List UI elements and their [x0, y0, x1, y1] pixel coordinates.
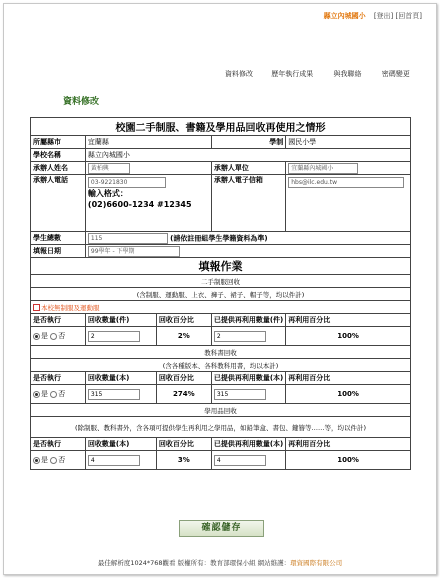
- uniform-reuse-pct: 100%: [286, 327, 411, 346]
- email-label: 承辦人電子信箱: [211, 175, 285, 232]
- nav-contact[interactable]: 與我聯絡: [333, 70, 362, 78]
- books-header-reuse-qty: 已提供再利用數量(本): [211, 372, 285, 385]
- email-input[interactable]: hbs@ilc.edu.tw: [288, 177, 404, 188]
- contact-unit-input[interactable]: 宜蘭縣內城國小: [288, 163, 358, 174]
- uniform-header-reuse-pct: 再利用百分比: [286, 314, 411, 327]
- uniform-header-exec: 是否執行: [31, 314, 86, 327]
- supplies-pct: 3%: [156, 451, 211, 470]
- books-pct: 274%: [156, 385, 211, 404]
- no-uniform-label: 本校無制服及運動服: [41, 303, 100, 312]
- save-button[interactable]: 確認儲存: [179, 520, 264, 537]
- books-no-label: 否: [58, 390, 66, 398]
- supplies-title: 學用品回收: [31, 404, 411, 417]
- uniform-subtitle: (含制服、運動服、上衣、褲子、裙子、帽子等，均以件計): [31, 288, 411, 301]
- books-yes-radio[interactable]: [33, 391, 40, 398]
- phone-hint-2: (02)6600-1234 #12345: [87, 200, 192, 209]
- footer-org-link[interactable]: 環資國際有限公司: [290, 559, 343, 567]
- supplies-qty-input[interactable]: 4: [88, 455, 140, 466]
- books-qty-input[interactable]: 315: [88, 389, 140, 400]
- uniform-qty-input[interactable]: 2: [88, 331, 140, 342]
- uniform-header-pct: 回收百分比: [156, 314, 211, 327]
- supplies-yes-label: 是: [41, 456, 48, 464]
- uniform-yes-radio[interactable]: [33, 333, 40, 340]
- books-reuse-pct: 100%: [286, 385, 411, 404]
- supplies-header-reuse-pct: 再利用百分比: [286, 438, 411, 451]
- top-bar: [324, 11, 422, 21]
- work-title: 填報作業: [31, 258, 411, 275]
- students-label: 學生總數: [31, 232, 86, 245]
- county-label: 所屬縣市: [31, 136, 86, 149]
- books-header-exec: 是否執行: [31, 372, 86, 385]
- supplies-yes-radio[interactable]: [33, 457, 40, 464]
- nav-history-results[interactable]: 歷年執行成果: [271, 70, 314, 78]
- no-uniform-checkbox[interactable]: [33, 304, 40, 311]
- level-label: 學制: [211, 136, 285, 149]
- school-value: 縣立內城國小: [85, 149, 410, 162]
- footer: [0, 558, 440, 567]
- contact-unit-label: 承辦人單位: [211, 162, 285, 175]
- books-header-pct: 回收百分比: [156, 372, 211, 385]
- students-note: (請依註冊組學生學籍資料為準): [170, 234, 268, 242]
- students-input[interactable]: 115: [88, 233, 168, 244]
- uniform-no-radio[interactable]: [50, 333, 57, 340]
- uniform-pct: 2%: [156, 327, 211, 346]
- supplies-reuse-qty-input[interactable]: 4: [214, 455, 266, 466]
- nav-edit-data[interactable]: 資料修改: [225, 70, 253, 78]
- uniform-yes-label: 是: [41, 332, 48, 340]
- phone-label: 承辦人電話: [31, 175, 86, 232]
- contact-name-input[interactable]: 黃柏興: [88, 163, 130, 174]
- uniform-header-qty: 回收數量(件): [85, 314, 156, 327]
- books-reuse-qty-input[interactable]: 315: [214, 389, 266, 400]
- home-link[interactable]: [回首頁]: [395, 12, 422, 20]
- uniform-header-reuse-qty: 已提供再利用數量(件): [211, 314, 285, 327]
- report-form: [30, 117, 411, 470]
- supplies-reuse-pct: 100%: [286, 451, 411, 470]
- books-header-qty: 回收數量(本): [85, 372, 156, 385]
- form-title: 校園二手制服、書籍及學用品回收再使用之情形: [31, 118, 411, 136]
- supplies-no-radio[interactable]: [50, 457, 57, 464]
- phone-hint-1: 輸入格式：: [87, 189, 128, 198]
- books-no-radio[interactable]: [50, 391, 57, 398]
- footer-text: 最佳解析度1024*768觀看 版權所有：教育部環保小組 網站維護：: [97, 559, 291, 567]
- school-label: 學校名稱: [31, 149, 86, 162]
- supplies-header-qty: 回收數量(本): [85, 438, 156, 451]
- top-nav: [225, 69, 428, 79]
- section-title: 資料修改: [63, 97, 100, 107]
- uniform-title: 二手制服回收: [31, 275, 411, 288]
- books-title: 教科書回收: [31, 346, 411, 359]
- supplies-header-reuse-qty: 已提供再利用數量(本): [211, 438, 285, 451]
- level-value: 國民小學: [286, 136, 411, 149]
- supplies-header-exec: 是否執行: [31, 438, 86, 451]
- supplies-no-label: 否: [58, 456, 66, 464]
- county-value: 宜蘭縣: [85, 136, 211, 149]
- nav-change-password[interactable]: 密碼變更: [381, 70, 410, 78]
- date-select[interactable]: 99學年 - 下學期: [88, 246, 180, 257]
- logout-link[interactable]: [登出]: [373, 12, 394, 20]
- school-name: 縣立內城國小: [323, 12, 366, 20]
- date-label: 填報日期: [31, 245, 86, 258]
- contact-name-label: 承辦人姓名: [31, 162, 86, 175]
- books-yes-label: 是: [41, 390, 48, 398]
- phone-input[interactable]: 03-9221830: [88, 177, 166, 188]
- books-header-reuse-pct: 再利用百分比: [286, 372, 411, 385]
- uniform-no-label: 否: [58, 332, 66, 340]
- uniform-reuse-qty-input[interactable]: 2: [214, 331, 266, 342]
- books-subtitle: (含各種版本、各科教科用書，均以本計): [31, 359, 411, 372]
- supplies-header-pct: 回收百分比: [156, 438, 211, 451]
- supplies-subtitle: (除制服、教科書外，含各項可提供學生再利用之學用品，如鉛筆盒、書包、鍵簪等……等，均以件計): [31, 417, 411, 438]
